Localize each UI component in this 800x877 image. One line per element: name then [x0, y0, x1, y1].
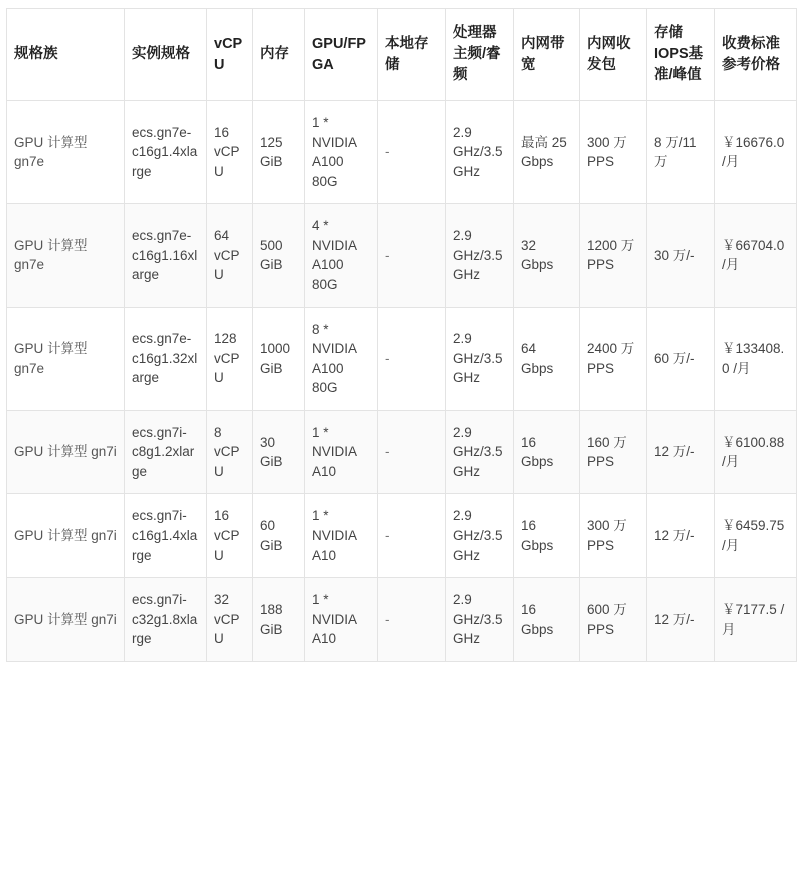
cell-family: GPU 计算型 gn7e: [7, 101, 125, 204]
cell-memory: 188 GiB: [253, 578, 305, 662]
cell-instance: ecs.gn7i-c8g1.2xlarge: [125, 410, 207, 494]
cell-instance: ecs.gn7e-c16g1.4xlarge: [125, 101, 207, 204]
table-row: [7, 578, 797, 662]
cell-cpu-frequency: 2.9 GHz/3.5 GHz: [446, 410, 514, 494]
column-header-memory: 内存: [253, 9, 305, 101]
column-header-bandwidth: 内网带宽: [514, 9, 580, 101]
cell-family: GPU 计算型 gn7i: [7, 410, 125, 494]
cell-memory: 125 GiB: [253, 101, 305, 204]
cell-local-storage: -: [378, 204, 446, 307]
cell-pps: 300 万 PPS: [580, 494, 647, 578]
cell-local-storage: -: [378, 307, 446, 410]
cell-family: GPU 计算型 gn7e: [7, 307, 125, 410]
cell-instance: ecs.gn7e-c16g1.16xlarge: [125, 204, 207, 307]
column-header-vcpu: vCPU: [207, 9, 253, 101]
cell-memory: 30 GiB: [253, 410, 305, 494]
cell-iops: 30 万/-: [647, 204, 715, 307]
cell-pps: 300 万 PPS: [580, 101, 647, 204]
cell-iops: 12 万/-: [647, 578, 715, 662]
cell-vcpu: 32 vCPU: [207, 578, 253, 662]
column-header-local-storage: 本地存储: [378, 9, 446, 101]
cell-vcpu: 16 vCPU: [207, 101, 253, 204]
table-row: [7, 204, 797, 307]
cell-price: ￥16676.0 /月: [715, 101, 797, 204]
cell-iops: 60 万/-: [647, 307, 715, 410]
cell-instance: ecs.gn7i-c16g1.4xlarge: [125, 494, 207, 578]
cell-vcpu: 128 vCPU: [207, 307, 253, 410]
cell-instance: ecs.gn7i-c32g1.8xlarge: [125, 578, 207, 662]
table-header-row: [7, 9, 797, 101]
cell-bandwidth: 最高 25 Gbps: [514, 101, 580, 204]
cell-gpu: 4 * NVIDIA A100 80G: [305, 204, 378, 307]
cell-gpu: 1 * NVIDIA A10: [305, 410, 378, 494]
cell-cpu-frequency: 2.9 GHz/3.5 GHz: [446, 578, 514, 662]
cell-family: GPU 计算型 gn7i: [7, 494, 125, 578]
cell-price: ￥7177.5 /月: [715, 578, 797, 662]
cell-instance: ecs.gn7e-c16g1.32xlarge: [125, 307, 207, 410]
cell-local-storage: -: [378, 101, 446, 204]
cell-bandwidth: 32 Gbps: [514, 204, 580, 307]
cell-family: GPU 计算型 gn7e: [7, 204, 125, 307]
cell-memory: 500 GiB: [253, 204, 305, 307]
cell-pps: 1200 万 PPS: [580, 204, 647, 307]
cell-price: ￥6459.75 /月: [715, 494, 797, 578]
cell-cpu-frequency: 2.9 GHz/3.5 GHz: [446, 307, 514, 410]
cell-memory: 1000 GiB: [253, 307, 305, 410]
cell-cpu-frequency: 2.9 GHz/3.5 GHz: [446, 494, 514, 578]
cell-price: ￥133408.0 /月: [715, 307, 797, 410]
table-row: [7, 101, 797, 204]
column-header-gpu: GPU/FPGA: [305, 9, 378, 101]
column-header-cpu-frequency: 处理器主频/睿频: [446, 9, 514, 101]
cell-pps: 600 万 PPS: [580, 578, 647, 662]
cell-price: ￥66704.0 /月: [715, 204, 797, 307]
cell-bandwidth: 64 Gbps: [514, 307, 580, 410]
cell-memory: 60 GiB: [253, 494, 305, 578]
cell-local-storage: -: [378, 578, 446, 662]
cell-iops: 12 万/-: [647, 410, 715, 494]
cell-bandwidth: 16 Gbps: [514, 410, 580, 494]
cell-gpu: 1 * NVIDIA A10: [305, 578, 378, 662]
table-row: [7, 410, 797, 494]
cell-vcpu: 16 vCPU: [207, 494, 253, 578]
instance-spec-table: [6, 8, 797, 662]
column-header-pps: 内网收发包: [580, 9, 647, 101]
column-header-instance: 实例规格: [125, 9, 207, 101]
table-row: [7, 307, 797, 410]
cell-local-storage: -: [378, 494, 446, 578]
column-header-family: 规格族: [7, 9, 125, 101]
cell-gpu: 8 * NVIDIA A100 80G: [305, 307, 378, 410]
cell-pps: 2400 万 PPS: [580, 307, 647, 410]
cell-gpu: 1 * NVIDIA A100 80G: [305, 101, 378, 204]
cell-iops: 8 万/11 万: [647, 101, 715, 204]
cell-gpu: 1 * NVIDIA A10: [305, 494, 378, 578]
cell-cpu-frequency: 2.9 GHz/3.5 GHz: [446, 204, 514, 307]
cell-vcpu: 64 vCPU: [207, 204, 253, 307]
cell-cpu-frequency: 2.9 GHz/3.5 GHz: [446, 101, 514, 204]
cell-bandwidth: 16 Gbps: [514, 494, 580, 578]
cell-vcpu: 8 vCPU: [207, 410, 253, 494]
cell-price: ￥6100.88 /月: [715, 410, 797, 494]
cell-local-storage: -: [378, 410, 446, 494]
column-header-price: 收费标准参考价格: [715, 9, 797, 101]
cell-family: GPU 计算型 gn7i: [7, 578, 125, 662]
column-header-iops: 存储IOPS基准/峰值: [647, 9, 715, 101]
table-row: [7, 494, 797, 578]
cell-iops: 12 万/-: [647, 494, 715, 578]
cell-bandwidth: 16 Gbps: [514, 578, 580, 662]
cell-pps: 160 万 PPS: [580, 410, 647, 494]
